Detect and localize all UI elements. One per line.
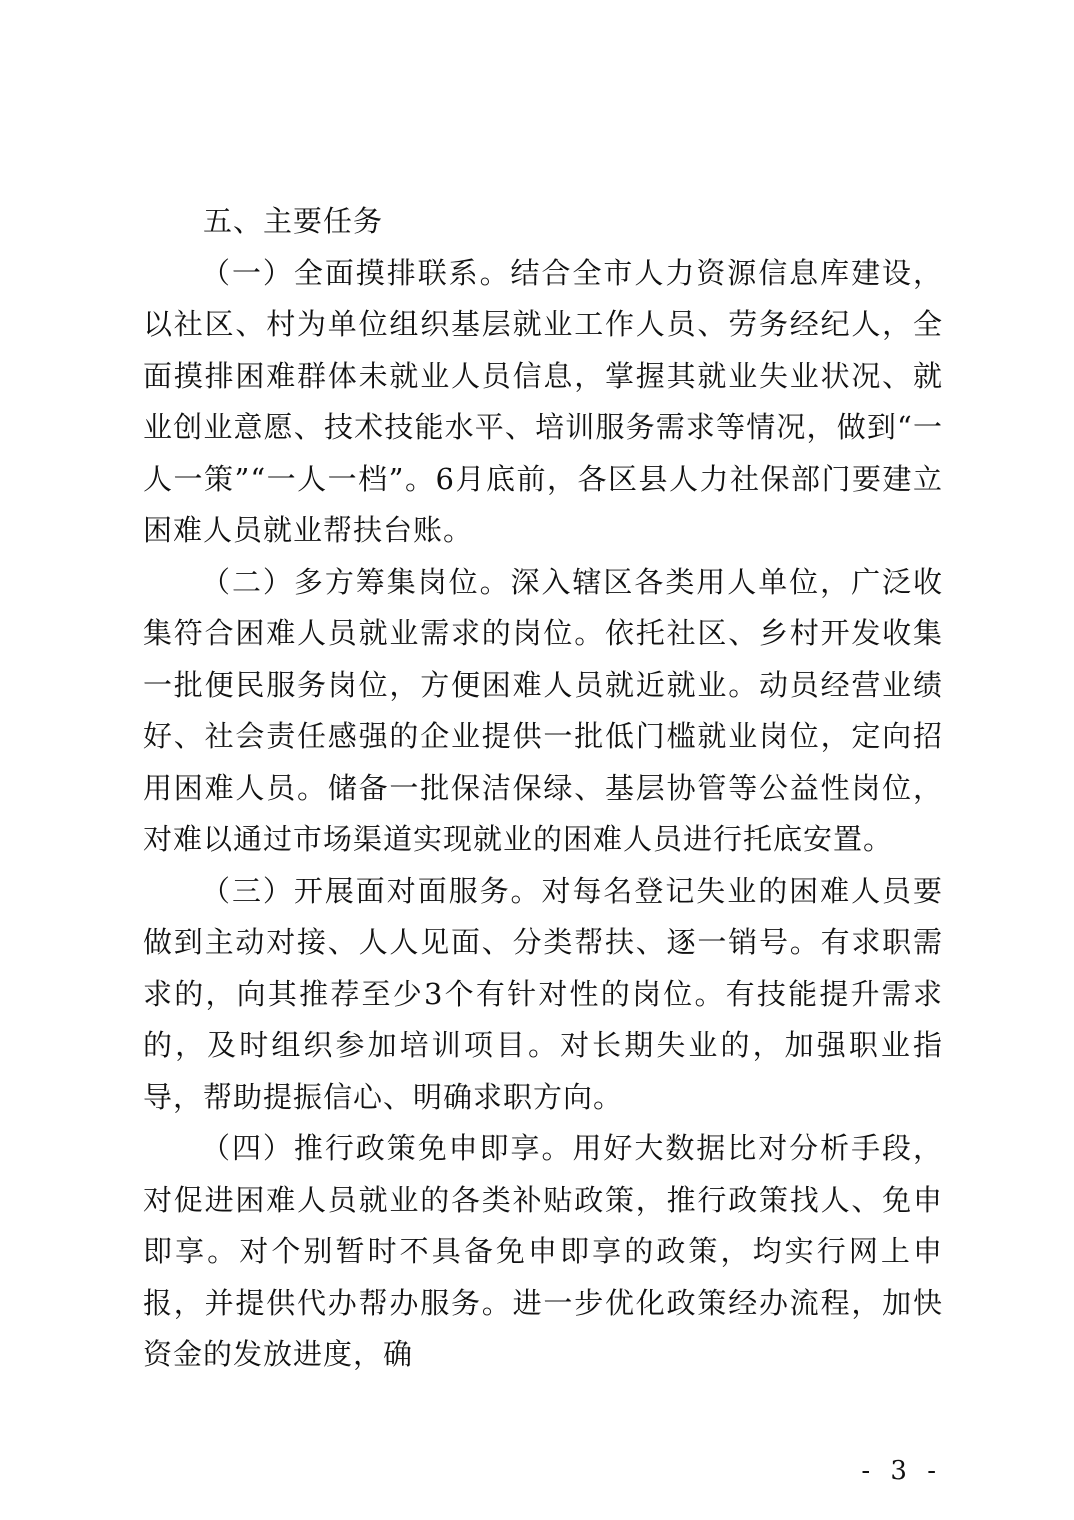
paragraph-task-4: （四）推行政策免申即享。用好大数据比对分析手段，对促进困难人员就业的各类补贴政策，推行政策找人、免申即享。对个别暂时不具备免申即享的政策，均实行网上申报，并提供代办帮办服务。进一步优化政策经办流程，加快资金的发放进度，确 xyxy=(143,1131,943,1371)
page-number: - 3 - xyxy=(861,1456,942,1486)
paragraph-task-1: （一）全面摸排联系。结合全市人力资源信息库建设，以社区、村为单位组织基层就业工作人员、劳务经纪人，全面摸排困难群体未就业人员信息，掌握其就业失业状况、就业创业意愿、技术技能水平、培训服务需求等情况，做到“一人一策”“一人一档”。6月底前，各区县人力社保部门要建立困难人员就业帮扶台账。 xyxy=(143,255,943,547)
paragraph-task-2: （二）多方筹集岗位。深入辖区各类用人单位，广泛收集符合困难人员就业需求的岗位。依托社区、乡村开发收集一批便民服务岗位，方便困难人员就近就业。动员经营业绩好、社会责任感强的企业提供一批低门槛就业岗位，定向招用困难人员。储备一批保洁保绿、基层协管等公益性岗位，对难以通过市场渠道实现就业的困难人员进行托底安置。 xyxy=(143,564,943,856)
section-heading: 五、主要任务 xyxy=(203,204,384,238)
body-text xyxy=(143,196,943,1381)
paragraph-task-3: （三）开展面对面服务。对每名登记失业的困难人员要做到主动对接、人人见面、分类帮扶、逐一销号。有求职需求的，向其推荐至少3个有针对性的岗位。有技能提升需求的，及时组织参加培训项目。对长期失业的，加强职业指导，帮助提振信心、明确求职方向。 xyxy=(143,873,943,1114)
